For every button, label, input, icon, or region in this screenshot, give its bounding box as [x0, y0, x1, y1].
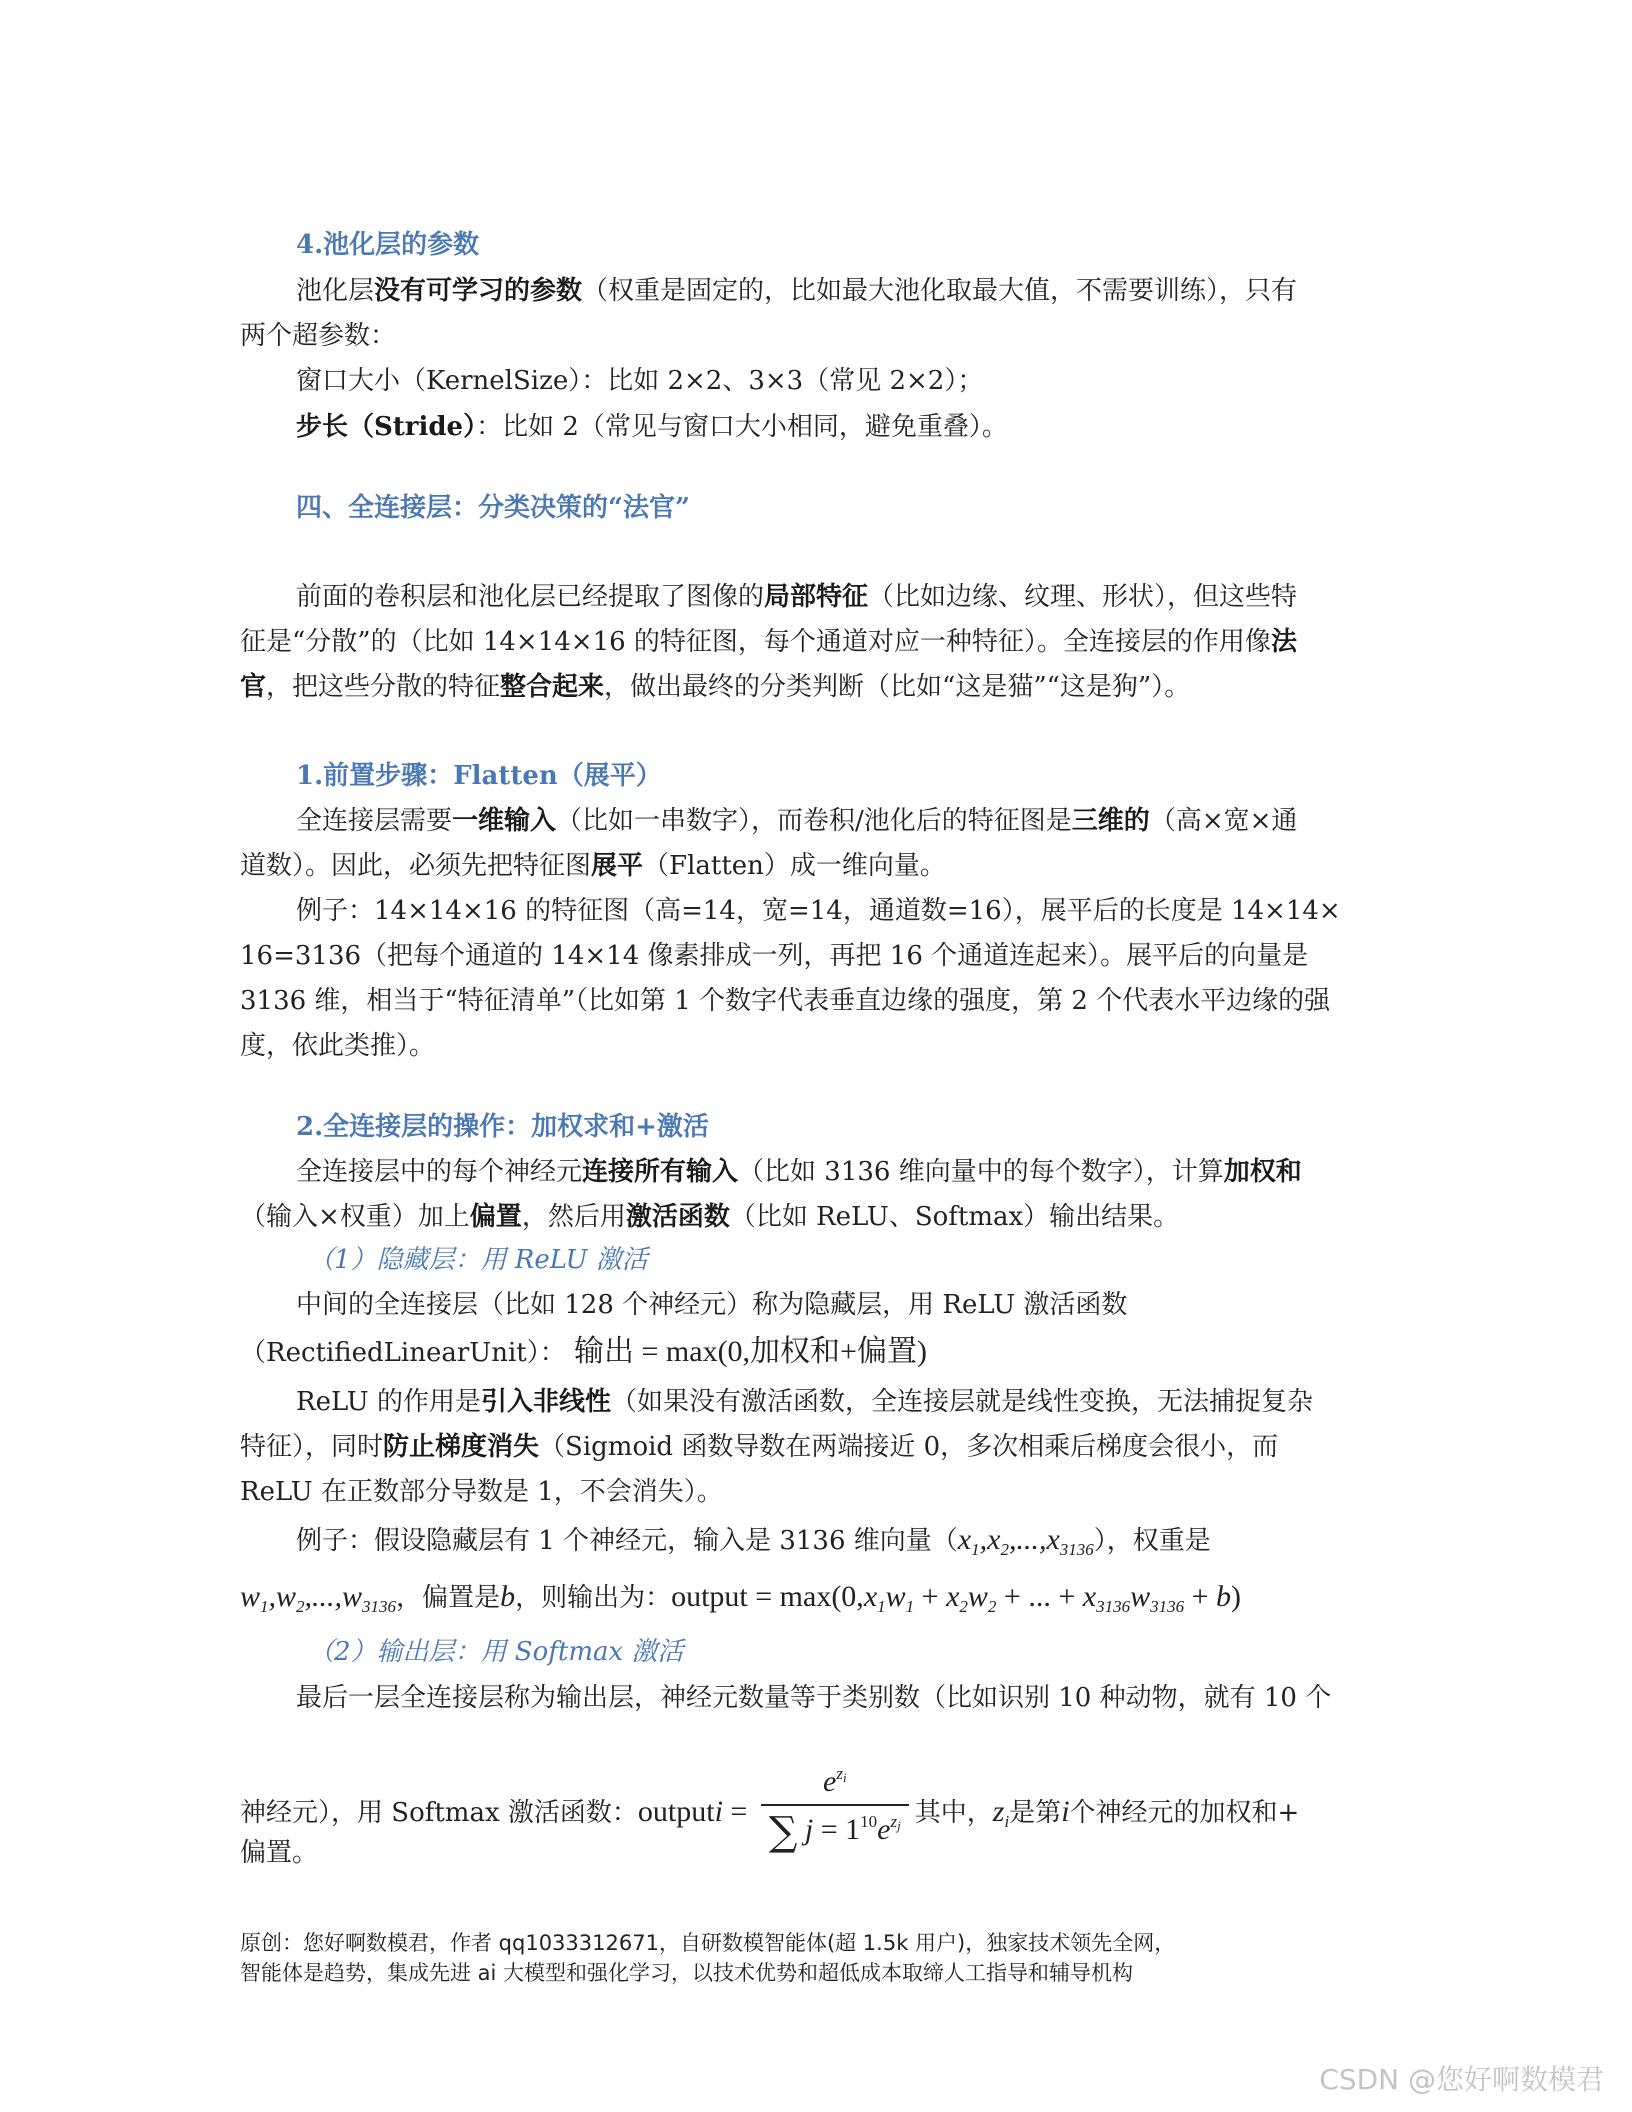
var-x: x — [1082, 1580, 1097, 1613]
subscript: i — [842, 1770, 847, 1785]
paragraph-line: ReLU 在正数部分导数是 1，不会消失）。 — [240, 1477, 723, 1507]
term — [946, 1580, 997, 1616]
var-w: w — [240, 1580, 261, 1613]
var-x: x — [863, 1580, 878, 1613]
var-w: w — [1130, 1580, 1151, 1613]
relu-formula: 输出 = max(0,加权和+偏置) — [574, 1335, 927, 1368]
subscript: i — [1004, 1812, 1010, 1831]
var-w: w — [342, 1580, 363, 1613]
text: （比如边缘、纹理、形状），但这些特 — [868, 582, 1298, 612]
text: （比如 3136 维向量中的每个数字），计算 — [738, 1157, 1224, 1187]
paragraph-line: 最后一层全连接层称为输出层，神经元数量等于类别数（比如识别 10 种动物，就有 10 个 — [296, 1683, 1332, 1713]
text: ：比如 2（常见与窗口大小相同，避免重叠）。 — [476, 412, 1008, 442]
section-heading-flatten: 1.前置步骤：Flatten（展平） — [296, 761, 662, 791]
superscript: 10 — [860, 1812, 878, 1831]
text: 特征），同时 — [240, 1432, 384, 1462]
paragraph-line — [296, 1523, 1211, 1557]
text: 全连接层中的每个神经元 — [296, 1157, 583, 1187]
bold-text: 整合起来 — [500, 672, 605, 702]
footer-note — [240, 1928, 1175, 1988]
text: ，做出最终的分类判断（比如“这是猫”“这是狗”）。 — [604, 672, 1191, 702]
paragraph-line — [240, 1200, 1179, 1234]
text: ，偏置是 — [396, 1583, 501, 1613]
bold-text: 引入非线性 — [480, 1387, 611, 1417]
var-x: x — [1046, 1523, 1060, 1556]
paragraph-line — [240, 849, 946, 883]
text: ReLU 的作用是 — [296, 1387, 481, 1417]
bold-text: 展平 — [591, 851, 644, 881]
paragraph-line — [296, 274, 1297, 308]
footer-line: 原创：您好啊数模君，作者 qq1033312671，自研数模智能体(超 1.5k 用户)，独家技术领先全网， — [240, 1931, 1176, 1955]
var-e: e — [822, 1765, 837, 1798]
bold-text: 偏置 — [469, 1202, 522, 1232]
var-z: z — [890, 1812, 898, 1831]
paragraph-line — [240, 670, 1190, 704]
text: （如果没有激活函数，全连接层就是线性变换，无法捕捉复杂 — [611, 1387, 1314, 1417]
subscript: 1 — [877, 1597, 886, 1616]
paragraph-line — [240, 625, 1297, 659]
var-x: x — [987, 1523, 1001, 1556]
bold-text: 没有可学习的参数 — [374, 276, 583, 306]
subscript: 1 — [260, 1597, 269, 1616]
footer-line: 智能体是趋势，集成先进 ai 大模型和强化学习，以技术优势和超低成本取缔人工指导和辅导机构 — [240, 1961, 1134, 1985]
paragraph-line — [296, 804, 1297, 838]
subheading-hidden-layer: （1）隐藏层：用 ReLU 激活 — [308, 1245, 648, 1275]
text: （RectifiedLinearUnit）： — [240, 1338, 566, 1368]
subscript: 1 — [971, 1540, 980, 1559]
var-x: x — [946, 1580, 960, 1613]
paragraph-line — [240, 1430, 1278, 1464]
softmax-fraction — [761, 1762, 909, 1854]
subscript: 3136 — [1150, 1597, 1185, 1616]
fraction-denominator — [761, 1804, 909, 1854]
text: ，则输出为： — [515, 1583, 672, 1613]
text: 征是“分散”的（比如 14×14×16 的特征图，每个通道对应一种特征）。全连接层的作用像 — [240, 627, 1271, 657]
term — [1082, 1580, 1185, 1616]
subscript: 2 — [1000, 1540, 1009, 1559]
var-j: j — [804, 1813, 814, 1846]
weight-vector — [240, 1580, 397, 1616]
paragraph-line: 两个超参数： — [240, 321, 397, 351]
var-e: e — [877, 1813, 891, 1846]
paragraph-line: 16=3136（把每个通道的 14×14 像素排成一列，再把 16 个通道连起来）。展平后的向量是 — [240, 941, 1309, 971]
paragraph-line — [296, 580, 1297, 614]
subscript: 1 — [905, 1597, 915, 1616]
text: 是第 — [1009, 1798, 1062, 1828]
subscript: 2 — [296, 1597, 305, 1616]
bold-text: 激活函数 — [625, 1202, 730, 1232]
text: 前面的卷积层和池化层已经提取了图像的 — [296, 582, 765, 612]
subscript: j — [897, 1818, 901, 1833]
bold-text: 局部特征 — [764, 582, 869, 612]
var-x: x — [957, 1523, 972, 1556]
var-i: i — [714, 1795, 723, 1828]
text: ，把这些分散的特征 — [266, 672, 501, 702]
formula-part: + — [914, 1580, 947, 1613]
text: ，然后用 — [521, 1202, 626, 1232]
bold-text: 步长（Stride） — [296, 412, 477, 442]
var-b: b — [500, 1580, 516, 1613]
bold-text: 三维的 — [1071, 806, 1150, 836]
section-heading-pooling-params: 4.池化层的参数 — [296, 230, 480, 260]
csdn-watermark: CSDN @您好啊数模君 — [1319, 2063, 1604, 2096]
bold-text: 一维输入 — [452, 806, 557, 836]
bold-text: 防止梯度消失 — [383, 1432, 540, 1462]
formula-part: ) — [1231, 1580, 1242, 1613]
paragraph-line: 例子：14×14×16 的特征图（高=14，宽=14，通道数=16），展平后的长度是 14×14× — [296, 896, 1341, 926]
dots: ,..., — [304, 1580, 343, 1613]
paragraph-line: 窗口大小（KernelSize）：比如 2×2、3×3（常见 2×2）； — [296, 366, 984, 396]
var-b: b — [1216, 1580, 1232, 1613]
text: 个神经元的加权和+ — [1069, 1798, 1300, 1828]
sum-symbol: ∑ — [768, 1809, 798, 1855]
formula-part: output = max(0, — [671, 1580, 864, 1613]
text: （比如一串数字），而卷积/池化后的特征图是 — [556, 806, 1072, 836]
var-w: w — [967, 1580, 988, 1613]
paragraph-line — [240, 1580, 1241, 1614]
paragraph-line: 偏置。 — [240, 1838, 319, 1868]
text: （比如 ReLU、Softmax）输出结果。 — [729, 1202, 1180, 1232]
formula-part: + ... + — [996, 1580, 1083, 1613]
subscript: 2 — [959, 1597, 968, 1616]
subscript: 2 — [987, 1597, 997, 1616]
subscript: 3136 — [1059, 1540, 1094, 1559]
text: 道数）。因此，必须先把特征图 — [240, 851, 592, 881]
text: （Sigmoid 函数导数在两端接近 0，多次相乘后梯度会很小，而 — [539, 1432, 1279, 1462]
bold-text: 连接所有输入 — [582, 1157, 739, 1187]
section-heading-fully-connected: 四、全连接层：分类决策的“法官” — [296, 493, 690, 523]
text: （输入×权重）加上 — [240, 1202, 470, 1232]
var-z: z — [836, 1764, 843, 1783]
var-i: i — [1061, 1795, 1070, 1828]
output-formula — [671, 1580, 1242, 1616]
bold-text: 法 — [1270, 627, 1297, 657]
text: 神经元），用 Softmax 激活函数： — [240, 1798, 638, 1828]
equals: = — [722, 1795, 755, 1828]
subscript: 3136 — [362, 1597, 397, 1616]
bold-text: 加权和 — [1223, 1157, 1302, 1187]
subheading-output-layer: （2）输出层：用 Softmax 激活 — [308, 1637, 684, 1667]
section-heading-weighted-sum: 2.全连接层的操作：加权求和+激活 — [296, 1112, 709, 1142]
fraction-numerator — [761, 1762, 909, 1804]
output-label: output — [637, 1795, 715, 1828]
text: （高×宽×通 — [1149, 806, 1298, 836]
text: 例子：假设隐藏层有 1 个神经元，输入是 3136 维向量（ — [296, 1526, 958, 1556]
equals-one: = 1 — [813, 1813, 861, 1846]
comma: , — [268, 1580, 277, 1613]
text: 池化层 — [296, 276, 375, 306]
text: （Flatten）成一维向量。 — [643, 851, 946, 881]
paragraph-line — [296, 1155, 1302, 1189]
paragraph-line — [296, 1385, 1313, 1419]
paragraph-line: 中间的全连接层（比如 128 个神经元）称为隐藏层，用 ReLU 激活函数 — [296, 1290, 1128, 1320]
text: 全连接层需要 — [296, 806, 453, 836]
term — [863, 1580, 915, 1616]
var-w: w — [885, 1580, 906, 1613]
input-vector — [957, 1523, 1094, 1559]
comma: , — [979, 1523, 988, 1556]
text: ），权重是 — [1093, 1526, 1211, 1556]
var-z: z — [992, 1795, 1005, 1828]
paragraph-line: 3136 维，相当于“特征清单”（比如第 1 个数字代表垂直边缘的强度，第 2 个代表水平边缘的强 — [240, 986, 1331, 1016]
text: 其中， — [914, 1798, 993, 1828]
paragraph-line — [296, 410, 1008, 444]
subscript: 3136 — [1096, 1597, 1131, 1616]
text: （权重是固定的，比如最大池化取最大值，不需要训练），只有 — [582, 276, 1298, 306]
paragraph-line — [240, 1335, 927, 1369]
bold-text: 官 — [240, 672, 267, 702]
paragraph-line: 度，依此类推）。 — [240, 1031, 436, 1061]
dots: ,..., — [1008, 1523, 1047, 1556]
var-w: w — [276, 1580, 297, 1613]
z-i — [992, 1795, 1010, 1831]
formula-part: + — [1184, 1580, 1217, 1613]
